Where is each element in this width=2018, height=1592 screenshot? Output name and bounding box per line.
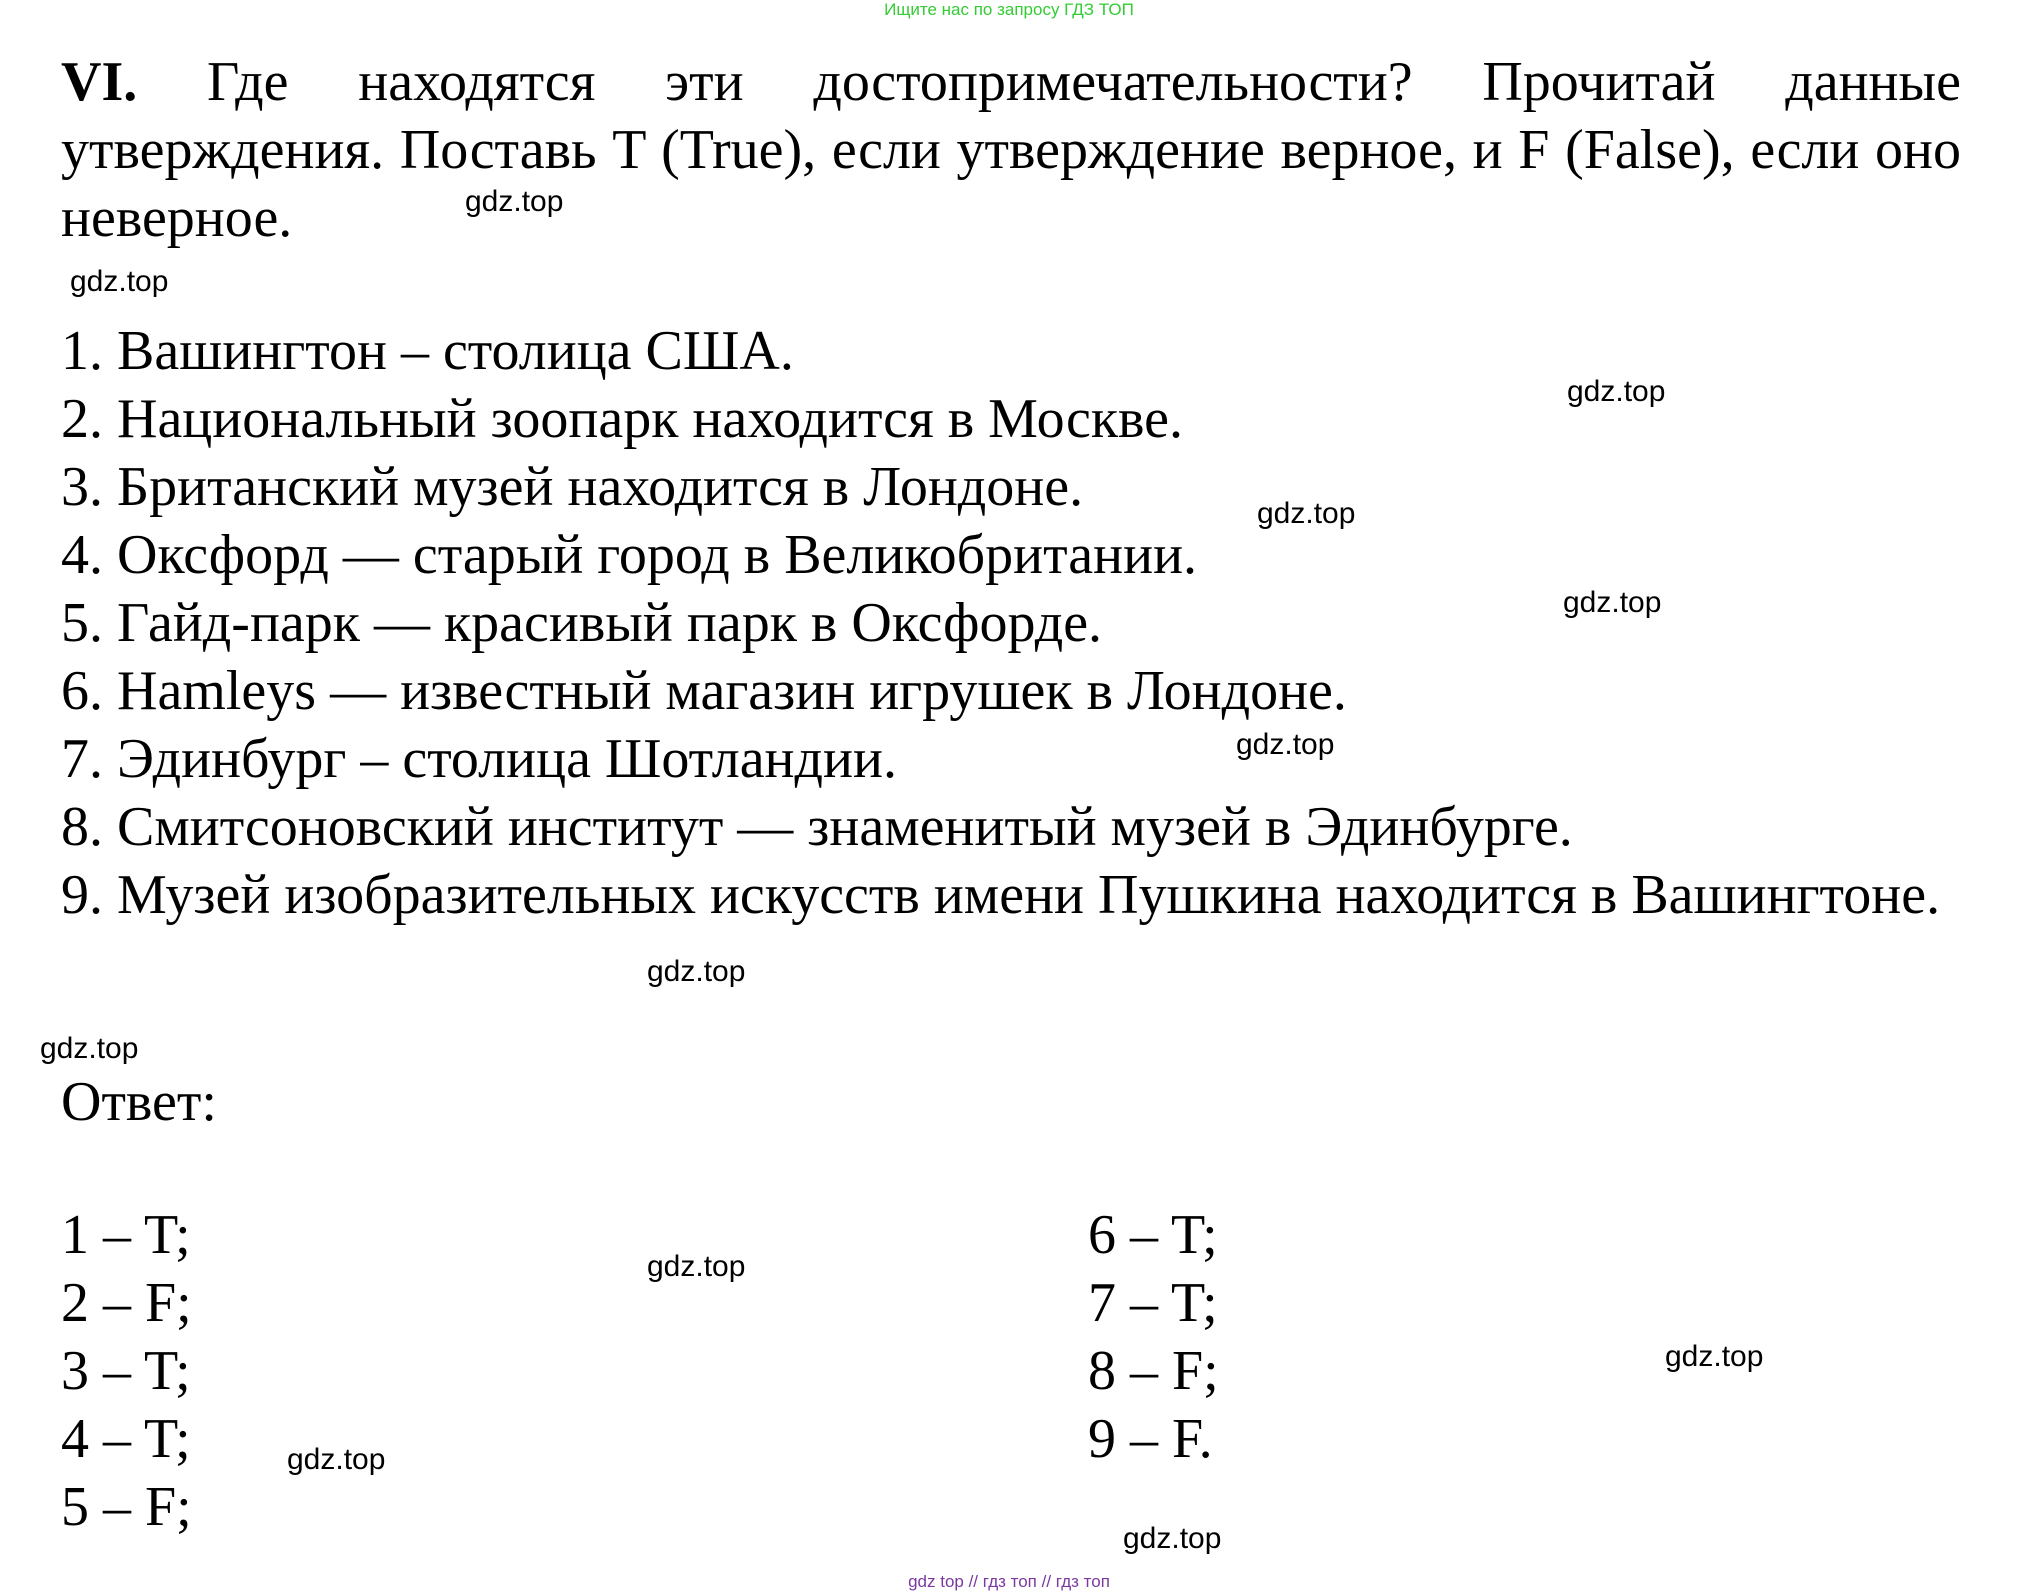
watermark: gdz.top bbox=[1567, 375, 1666, 408]
watermark: gdz.top bbox=[1257, 497, 1356, 530]
answers-right-column bbox=[1088, 1201, 1219, 1473]
bottom-banner: gdz top // гдз топ // гдз топ bbox=[908, 1572, 1110, 1591]
answer-item: 1 – T; bbox=[61, 1204, 191, 1266]
statement-item: 4. Оксфорд — старый город в Великобритании. bbox=[61, 524, 1198, 586]
watermark: gdz.top bbox=[465, 185, 564, 218]
task-text: Где находятся эти достопримечательности? Прочитай данные утверждения. Поставь T (True), если утверждение верное, и F (False), если оно неверное. bbox=[61, 51, 1961, 249]
statements-list bbox=[61, 317, 1961, 929]
watermark: gdz.top bbox=[1236, 728, 1335, 761]
answer-item: 5 – F; bbox=[61, 1476, 192, 1538]
statement-item: 3. Британский музей находится в Лондоне. bbox=[61, 456, 1084, 518]
answer-item: 9 – F. bbox=[1088, 1408, 1213, 1470]
answer-item: 3 – T; bbox=[61, 1340, 191, 1402]
statement-item: 9. Музей изобразительных искусств имени Пушкина находится в Вашингтоне. bbox=[61, 864, 1941, 926]
statement-item: 5. Гайд-парк — красивый парк в Оксфорде. bbox=[61, 592, 1103, 654]
task-number: VI. bbox=[61, 51, 138, 113]
watermark: gdz.top bbox=[1563, 586, 1662, 619]
answer-item: 7 – T; bbox=[1088, 1272, 1218, 1334]
answer-label: Ответ: bbox=[61, 1071, 217, 1133]
watermark: gdz.top bbox=[647, 955, 746, 988]
watermark: gdz.top bbox=[70, 265, 169, 298]
answers-left-column bbox=[61, 1201, 192, 1541]
watermark: gdz.top bbox=[1123, 1522, 1222, 1555]
statement-item: 7. Эдинбург – столица Шотландии. bbox=[61, 728, 897, 790]
top-banner: Ищите нас по запросу ГДЗ ТОП bbox=[884, 0, 1134, 19]
answer-item: 2 – F; bbox=[61, 1272, 192, 1334]
statement-item: 2. Национальный зоопарк находится в Москве. bbox=[61, 388, 1183, 450]
answer-item: 4 – T; bbox=[61, 1408, 191, 1470]
statement-item: 8. Смитсоновский институт — знаменитый музей в Эдинбурге. bbox=[61, 796, 1573, 858]
watermark: gdz.top bbox=[40, 1032, 139, 1065]
statement-item: 1. Вашингтон – столица США. bbox=[61, 320, 794, 382]
statement-item: 6. Hamleys — известный магазин игрушек в Лондоне. bbox=[61, 660, 1347, 722]
answer-item: 6 – T; bbox=[1088, 1204, 1218, 1266]
answer-item: 8 – F; bbox=[1088, 1340, 1219, 1402]
watermark: gdz.top bbox=[1665, 1340, 1764, 1373]
task-instruction bbox=[61, 48, 1961, 252]
watermark: gdz.top bbox=[647, 1250, 746, 1283]
watermark: gdz.top bbox=[287, 1443, 386, 1476]
